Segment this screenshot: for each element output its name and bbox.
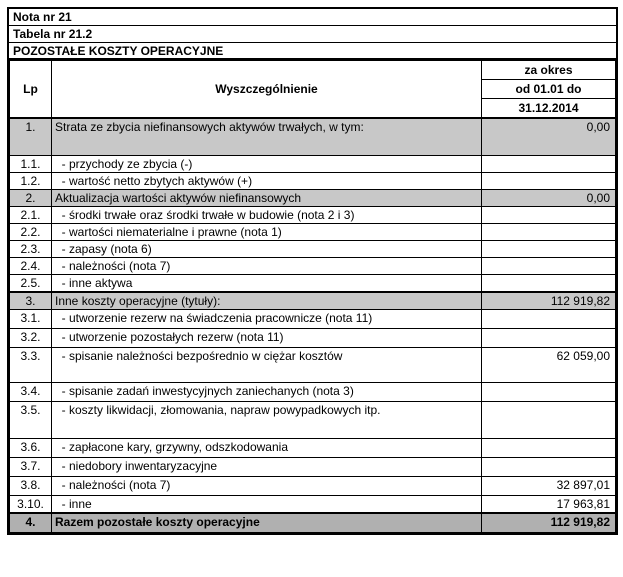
row-description: Inne koszty operacyjne (tytuły):: [52, 292, 482, 310]
column-header-lp: Lp: [10, 61, 52, 119]
row-lp: 3.1.: [10, 310, 52, 329]
table-row: [10, 383, 616, 402]
row-description: - koszty likwidacji, złomowania, napraw powypadkowych itp.: [52, 402, 482, 439]
row-description: - wartości niematerialne i prawne (nota 1): [52, 224, 482, 241]
row-lp: 3.2.: [10, 329, 52, 348]
table-row: [10, 310, 616, 329]
table-row: [10, 156, 616, 173]
row-value: [482, 310, 616, 329]
row-value: [482, 173, 616, 190]
table-row: [10, 513, 616, 533]
note-table: [7, 7, 618, 535]
costs-table: [9, 60, 616, 533]
note-number: Nota nr 21: [9, 9, 616, 26]
row-description: - utworzenie pozostałych rezerw (nota 11): [52, 329, 482, 348]
row-value: [482, 156, 616, 173]
row-lp: 3.7.: [10, 458, 52, 477]
column-header-description: Wyszczególnienie: [52, 61, 482, 119]
table-row: [10, 329, 616, 348]
table-row: [10, 207, 616, 224]
row-lp: 2.1.: [10, 207, 52, 224]
table-row: [10, 439, 616, 458]
row-description: - inne aktywa: [52, 275, 482, 293]
row-lp: 2.: [10, 190, 52, 207]
row-lp: 2.3.: [10, 241, 52, 258]
row-value: [482, 207, 616, 224]
row-lp: 3.5.: [10, 402, 52, 439]
row-lp: 4.: [10, 513, 52, 533]
row-lp: 1.: [10, 118, 52, 156]
row-description: - utworzenie rezerw na świadczenia pracownicze (nota 11): [52, 310, 482, 329]
table-row: [10, 190, 616, 207]
row-lp: 2.4.: [10, 258, 52, 275]
row-lp: 3.3.: [10, 348, 52, 383]
row-description: - zapasy (nota 6): [52, 241, 482, 258]
row-value: [482, 258, 616, 275]
row-description: Razem pozostałe koszty operacyjne: [52, 513, 482, 533]
row-description: - inne: [52, 496, 482, 514]
row-value: 32 897,01: [482, 477, 616, 496]
row-description: - wartość netto zbytych aktywów (+): [52, 173, 482, 190]
row-value: [482, 241, 616, 258]
row-value: [482, 402, 616, 439]
column-header-row: [10, 61, 616, 119]
row-value: [482, 329, 616, 348]
table-row: [10, 348, 616, 383]
row-lp: 2.5.: [10, 275, 52, 293]
row-value: 17 963,81: [482, 496, 616, 514]
row-description: Strata ze zbycia niefinansowych aktywów trwałych, w tym:: [52, 118, 482, 156]
row-lp: 3.8.: [10, 477, 52, 496]
row-description: - należności (nota 7): [52, 477, 482, 496]
table-row: [10, 258, 616, 275]
row-description: - środki trwałe oraz środki trwałe w budowie (nota 2 i 3): [52, 207, 482, 224]
table-row: [10, 477, 616, 496]
table-title: POZOSTAŁE KOSZTY OPERACYJNE: [9, 43, 616, 60]
row-lp: 1.1.: [10, 156, 52, 173]
row-description: - spisanie zadań inwestycyjnych zaniechanych (nota 3): [52, 383, 482, 402]
row-value: [482, 458, 616, 477]
period-label-3: 31.12.2014: [518, 101, 579, 115]
table-row: [10, 173, 616, 190]
row-description: - spisanie należności bezpośrednio w ciężar kosztów: [52, 348, 482, 383]
table-row: [10, 496, 616, 514]
row-value: [482, 439, 616, 458]
row-lp: 3.4.: [10, 383, 52, 402]
row-lp: 2.2.: [10, 224, 52, 241]
table-number: Tabela nr 21.2: [9, 26, 616, 43]
row-description: - należności (nota 7): [52, 258, 482, 275]
row-lp: 3.: [10, 292, 52, 310]
table-row: [10, 458, 616, 477]
row-lp: 1.2.: [10, 173, 52, 190]
row-lp: 3.6.: [10, 439, 52, 458]
row-value: [482, 224, 616, 241]
row-description: - niedobory inwentaryzacyjne: [52, 458, 482, 477]
row-description: - przychody ze zbycia (-): [52, 156, 482, 173]
table-row: [10, 292, 616, 310]
column-header-period: [482, 61, 616, 119]
row-value: 0,00: [482, 190, 616, 207]
row-value: 112 919,82: [482, 292, 616, 310]
row-description: Aktualizacja wartości aktywów niefinansowych: [52, 190, 482, 207]
period-label-2: od 01.01 do: [482, 80, 615, 99]
table-row: [10, 275, 616, 293]
table-row: [10, 241, 616, 258]
row-description: - zapłacone kary, grzywny, odszkodowania: [52, 439, 482, 458]
row-value: [482, 275, 616, 293]
row-value: 112 919,82: [482, 513, 616, 533]
period-label-1: za okres: [482, 61, 615, 80]
row-value: 62 059,00: [482, 348, 616, 383]
row-value: [482, 383, 616, 402]
table-row: [10, 402, 616, 439]
row-value: 0,00: [482, 118, 616, 156]
table-row: [10, 224, 616, 241]
table-row: [10, 118, 616, 156]
row-lp: 3.10.: [10, 496, 52, 514]
